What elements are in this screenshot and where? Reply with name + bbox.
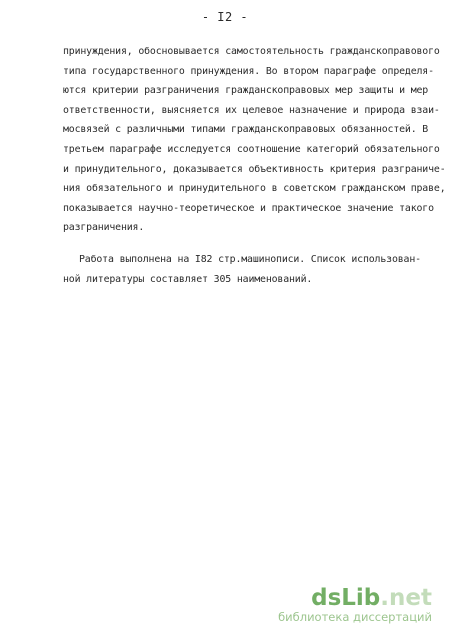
watermark-logo-tld: .net	[380, 585, 432, 611]
text-line: и принудительного, доказывается объективность критерия разграниче-	[63, 163, 446, 175]
text-line: принуждения, обосновывается самостоятельность гражданскоправового	[63, 46, 440, 57]
text-line: типа государственного принуждения. Во втором параграфе определя-	[63, 65, 434, 77]
text-line: Работа выполнена на I82 стр.машинописи. Список использован-	[79, 253, 421, 265]
paragraph-gap	[63, 238, 435, 250]
text-line: третьем параграфе исследуется соотношение категорий обязательного	[63, 143, 440, 155]
page-number: - I2 -	[201, 10, 249, 24]
text-line: ответственности, выясняется их целевое назначение и природа взаи-	[63, 104, 440, 116]
text-line: показывается научно-теоретическое и практическое значение такого	[63, 202, 434, 214]
text-line: разграничения.	[63, 222, 145, 234]
document-body	[63, 42, 446, 289]
text-line: ной литературы составляет 305 наименований.	[63, 273, 313, 285]
watermark-logo-name: dsLib	[311, 585, 381, 611]
text-line: ются критерии разграничения гражданскоправовых мер защиты и мер	[63, 85, 429, 97]
text-line: ния обязательного и принудительного в советском гражданском праве,	[63, 183, 446, 195]
dslib-watermark	[278, 586, 432, 624]
watermark-logo	[278, 586, 432, 610]
text-line: мосвязей с различными типами гражданскоправовых обязанностей. В	[63, 124, 429, 136]
watermark-subtitle: библиотека диссертаций	[278, 610, 432, 624]
